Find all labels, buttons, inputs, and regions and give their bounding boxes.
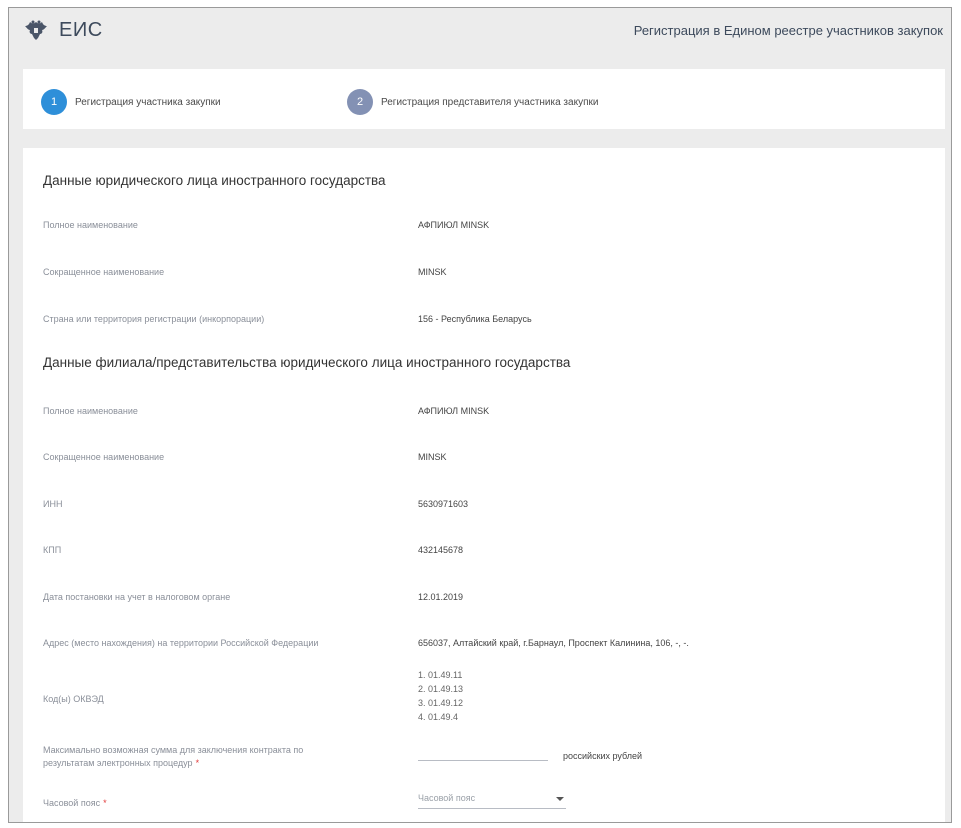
max-sum-label-line2: результатам электронных процедур — [43, 758, 193, 768]
legal-full-name-label: Полное наименование — [43, 220, 138, 230]
step-2[interactable] — [347, 89, 598, 115]
step-1[interactable] — [41, 89, 221, 115]
branch-full-name-label: Полное наименование — [43, 406, 138, 416]
step-1-label: Регистрация участника закупки — [75, 96, 221, 108]
branch-short-name-value: MINSK — [418, 452, 447, 462]
legal-short-name-value: MINSK — [418, 267, 447, 277]
kpp-label: КПП — [43, 545, 62, 555]
max-sum-label — [43, 744, 303, 770]
timezone-label-wrap — [43, 798, 107, 808]
legal-country-value: 156 - Республика Беларусь — [418, 314, 532, 324]
tax-registration-date-value: 12.01.2019 — [418, 592, 464, 602]
okved-item: 3. 01.49.12 — [418, 698, 464, 708]
okved-label: Код(ы) ОКВЭД — [43, 694, 104, 704]
address-label: Адрес (место нахождения) на территории Российской Федерации — [43, 638, 319, 648]
legal-country-label: Страна или территория регистрации (инкорпорации) — [43, 314, 265, 324]
okved-list — [418, 668, 463, 724]
branch-full-name-value: АФПИЮЛ MINSK — [418, 406, 490, 416]
kpp-value: 432145678 — [418, 545, 464, 555]
timezone-label: Часовой пояс — [43, 798, 101, 808]
legal-entity-section-title: Данные юридического лица иностранного государства — [43, 173, 386, 188]
max-sum-input[interactable] — [418, 760, 548, 761]
registration-stepper — [23, 69, 945, 129]
branch-section-title: Данные филиала/представительства юридического лица иностранного государства — [43, 355, 571, 370]
eagle-emblem-icon — [23, 18, 49, 44]
brand-title[interactable]: ЕИС — [59, 19, 103, 41]
timezone-placeholder: Часовой пояс — [418, 793, 476, 803]
legal-full-name-value: АФПИЮЛ MINSK — [418, 220, 490, 230]
okved-item: 4. 01.49.4 — [418, 712, 459, 722]
timezone-select[interactable] — [418, 790, 566, 809]
required-mark: * — [103, 798, 107, 808]
window-frame — [8, 7, 952, 823]
step-2-number: 2 — [347, 89, 373, 115]
okved-item: 2. 01.49.13 — [418, 684, 464, 694]
branch-short-name-label: Сокращенное наименование — [43, 452, 165, 462]
registration-form — [23, 148, 945, 823]
page-title: Регистрация в Едином реестре участников закупок — [633, 23, 943, 38]
required-mark: * — [195, 758, 200, 768]
address-value: 656037, Алтайский край, г.Барнаул, Проспект Калинина, 106, -, -. — [418, 638, 689, 648]
step-2-label: Регистрация представителя участника закупки — [381, 96, 599, 108]
inn-value: 5630971603 — [418, 499, 469, 509]
okved-item: 1. 01.49.11 — [418, 670, 463, 680]
header-bar — [9, 8, 951, 54]
legal-short-name-label: Сокращенное наименование — [43, 267, 165, 277]
chevron-down-icon[interactable] — [556, 797, 564, 801]
step-1-number: 1 — [41, 89, 67, 115]
inn-label: ИНН — [43, 499, 63, 509]
currency-label: российских рублей — [563, 751, 643, 761]
tax-registration-date-label: Дата постановки на учет в налоговом органе — [43, 592, 231, 602]
max-sum-label-line1: Максимально возможная сумма для заключения контракта по — [43, 745, 304, 755]
